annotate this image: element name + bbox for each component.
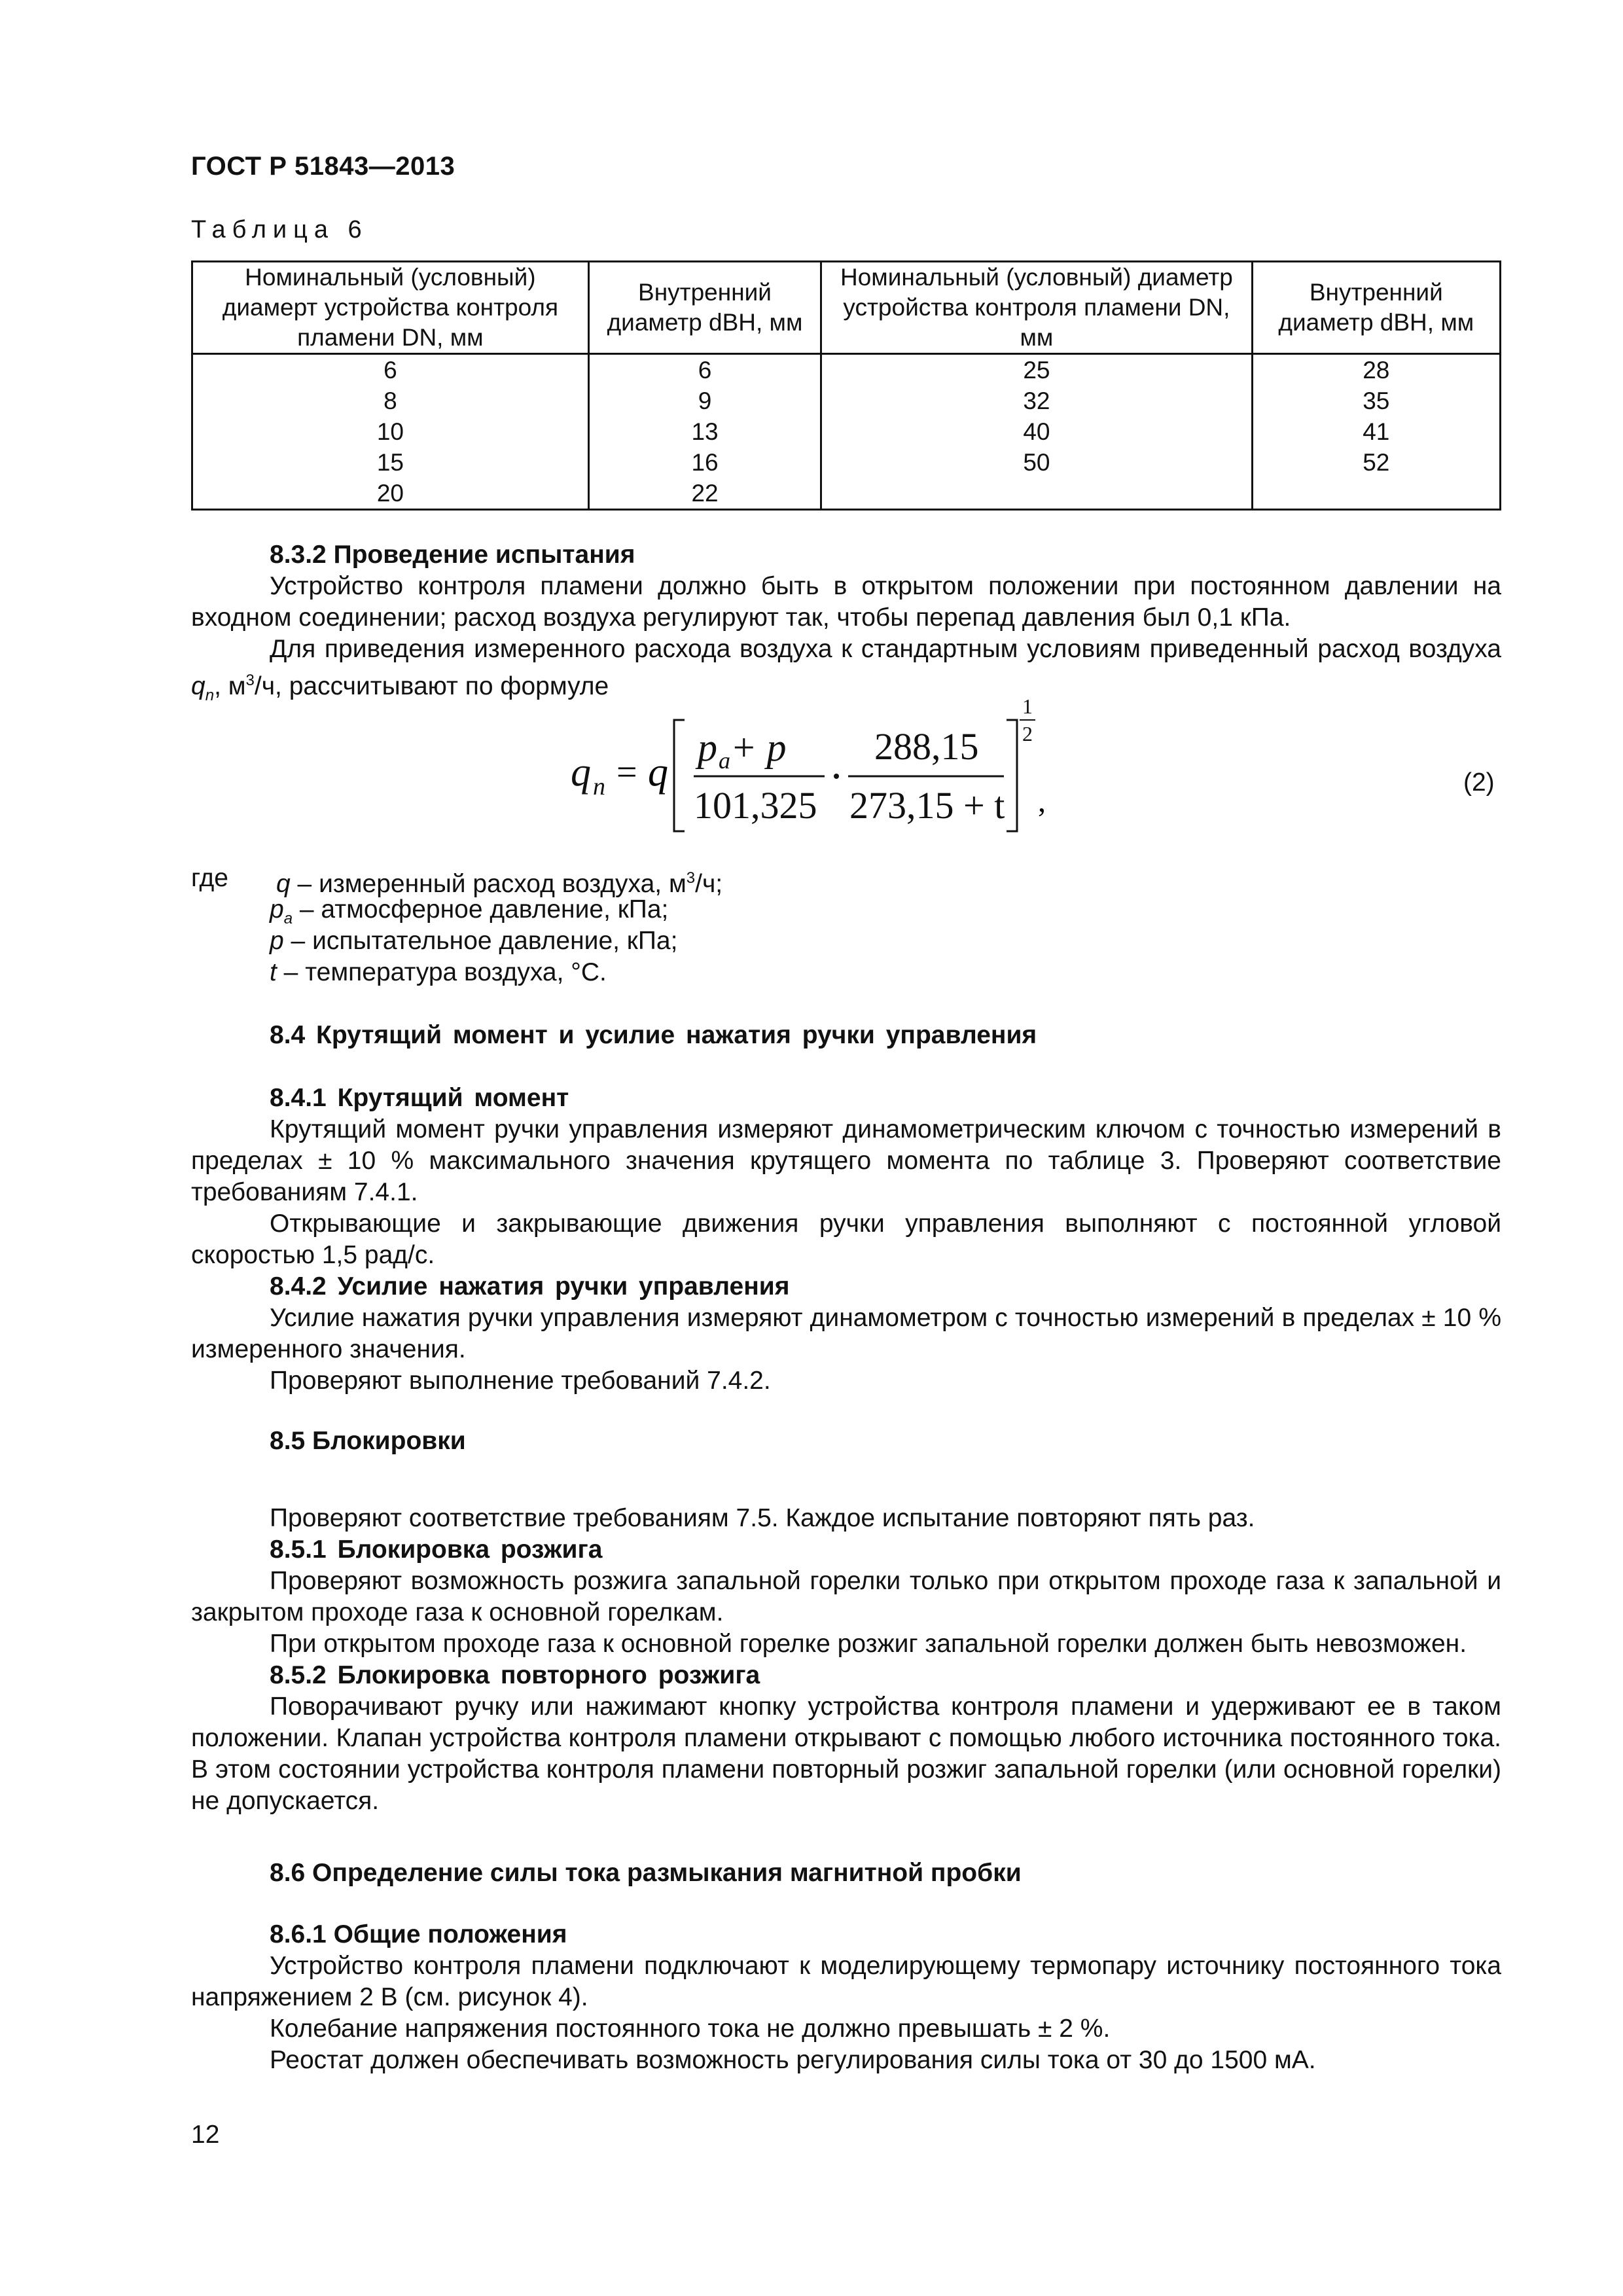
section-heading: 8.5 Блокировки: [270, 1427, 466, 1455]
definition-row: [191, 925, 1238, 957]
table-cell: 10: [192, 416, 589, 447]
paragraph: Устройство контроля пламени должно быть в открытом положении при постоянном давлении на входном соединении; расход воздуха регулируют так, чтобы перепад давления был 0,1 кПа.: [191, 572, 1501, 632]
page-number: 12: [191, 2121, 220, 2149]
fraction2-denominator: 273,15 + t: [849, 784, 1005, 827]
table-header-cell: Внутренний диаметр dВН, мм: [588, 262, 821, 354]
definition-row: [191, 894, 1238, 925]
definition-row: [191, 863, 1238, 898]
formula-2: [569, 694, 1067, 844]
formula-number: (2): [1463, 768, 1495, 797]
table-cell: 16: [588, 447, 821, 478]
superscript: 3: [245, 672, 255, 689]
section-8-4: [191, 1020, 1501, 1397]
subsection-heading: 8.5.1 Блокировка розжига: [270, 1535, 603, 1564]
subsection-heading: 8.4.2 Усилие нажатия ручки управления: [270, 1272, 790, 1300]
table-cell: 22: [588, 478, 821, 510]
exponent-numerator: 1: [1022, 694, 1033, 718]
section-8-5: [191, 1426, 1501, 1817]
paragraph-text: /ч, рассчитывают по формуле: [254, 672, 609, 700]
paragraph: Проверяют соответствие требованиям 7.5. Каждое испытание повторяют пять раз.: [270, 1504, 1255, 1532]
table-cell: 32: [821, 386, 1252, 416]
paragraph: Реостат должен обеспечивать возможность регулирования силы тока от 30 до 1500 мА.: [270, 2046, 1316, 2074]
table-cell: 52: [1252, 447, 1500, 478]
table-header-cell: Номинальный (условный) диаметр устройства контроля пламени DN, мм: [821, 262, 1252, 354]
left-bracket: [674, 720, 685, 831]
paragraph: При открытом проходе газа к основной горелке розжиг запальной горелки должен быть невозможен.: [270, 1630, 1467, 1658]
definition-text: [270, 925, 677, 957]
formula-q: q: [648, 750, 668, 795]
table-cell: [1252, 478, 1500, 510]
table-cell: 15: [192, 447, 589, 478]
right-bracket: [1007, 720, 1017, 831]
subscript: n: [205, 686, 215, 704]
table-cell: 20: [192, 478, 589, 510]
variable: q: [191, 672, 205, 700]
table-cell: 40: [821, 416, 1252, 447]
paragraph-text: , м: [214, 672, 246, 700]
definition-symbol: p: [270, 927, 284, 955]
diameter-table: [191, 260, 1501, 511]
table-row: [192, 354, 1501, 386]
table-cell: 6: [588, 354, 821, 386]
definition-description: – температура воздуха, °С.: [276, 958, 607, 986]
definition-symbol: q: [276, 870, 291, 898]
table-cell: 35: [1252, 386, 1500, 416]
table-cell: 50: [821, 447, 1252, 478]
paragraph: Проверяют выполнение требований 7.4.2.: [270, 1367, 771, 1395]
definition-description: – атмосферное давление, кПа;: [293, 895, 669, 924]
paragraph: Колебание напряжения постоянного тока не должно превышать ± 2 %.: [270, 2015, 1111, 2043]
subscript: a: [283, 909, 293, 927]
formula-lhs-sub: n: [593, 773, 605, 800]
paragraph: Усилие нажатия ручки управления измеряют динамометром с точностью измерений в пределах ± 10 % измеренного значения.: [191, 1304, 1501, 1363]
table-cell: [821, 478, 1252, 510]
definition-description: – испытательное давление, кПа;: [283, 927, 678, 955]
table-header-cell: Внутренний диаметр dВН, мм: [1252, 262, 1500, 354]
section-heading: 8.3.2 Проведение испытания: [270, 541, 635, 569]
definition-symbol: p: [270, 895, 284, 924]
formula-definitions: [191, 863, 1238, 988]
table-cell: 8: [192, 386, 589, 416]
formula-comma: ,: [1038, 784, 1046, 819]
paragraph-text: Для приведения измеренного расхода воздуха к стандартным условиям приведенный расход воздуха: [270, 635, 1501, 663]
paragraph: Крутящий момент ручки управления измеряют динамометрическим ключом с точностью измерений в пределах ± 10 % максимального значения крутящего момента по таблице 3. Проверяют соответствие требованиям 7.4.1.: [191, 1115, 1501, 1206]
subsection-heading: 8.4.1 Крутящий момент: [270, 1084, 569, 1112]
section-8-6: [191, 1857, 1501, 2076]
exponent-denominator: 2: [1022, 722, 1033, 745]
where-label: где: [191, 864, 228, 892]
table-cell: 6: [192, 354, 589, 386]
table-header-cell: Номинальный (условный) диамерт устройства контроля пламени DN, мм: [192, 262, 589, 354]
fraction1-numerator-p: p: [698, 726, 717, 769]
definition-text: [270, 957, 607, 988]
section-8-3-2: [191, 539, 1501, 711]
paragraph: Открывающие и закрывающие движения ручки управления выполняют с постоянной угловой скоростью 1,5 рад/с.: [191, 1210, 1501, 1269]
subsection-heading: 8.5.2 Блокировка повторного розжига: [270, 1661, 760, 1689]
definition-row: [191, 957, 1238, 988]
table-row: [192, 447, 1501, 478]
multiplication-dot: [834, 774, 839, 779]
section-heading: 8.6 Определение силы тока размыкания магнитной пробки: [270, 1859, 1022, 1887]
document-header: ГОСТ Р 51843—2013: [191, 152, 455, 181]
superscript: 3: [686, 869, 696, 887]
subsection-heading: 8.6.1 Общие положения: [270, 1920, 567, 1948]
table-caption: Таблица 6: [191, 216, 368, 243]
definition-description: – измеренный расход воздуха, м: [290, 870, 687, 898]
formula-lhs: q: [571, 750, 591, 795]
fraction1-denominator: 101,325: [694, 784, 817, 827]
definition-symbol: t: [270, 958, 277, 986]
fraction1-numerator-sub: a: [719, 747, 730, 774]
fraction2-numerator: 288,15: [874, 725, 979, 768]
table-cell: 41: [1252, 416, 1500, 447]
definition-tail: /ч;: [695, 870, 723, 898]
section-heading: 8.4 Крутящий момент и усилие нажатия ручки управления: [270, 1021, 1037, 1049]
paragraph: Устройство контроля пламени подключают к моделирующему термопару источнику постоянного тока напряжением 2 В (см. рисунок 4).: [191, 1952, 1501, 2011]
table-cell: 25: [821, 354, 1252, 386]
table-cell: 13: [588, 416, 821, 447]
formula-equals: =: [616, 752, 637, 793]
table-cell: 28: [1252, 354, 1500, 386]
fraction1-numerator-rest: + p: [730, 726, 787, 769]
table-row: [192, 386, 1501, 416]
paragraph: Поворачивают ручку или нажимают кнопку устройства контроля пламени и удерживают ее в таком положении. Клапан устройства контроля пламени открывают с помощью любого источника постоянного тока. В этом состоянии устройства контроля пламени повторный розжиг запальной горелки (или основной горелки) не допускается.: [191, 1693, 1501, 1815]
paragraph: Проверяют возможность розжига запальной горелки только при открытом проходе газа к запальной и закрытом проходе газа к основной горелкам.: [191, 1567, 1501, 1626]
table-row: [192, 416, 1501, 447]
table-cell: 9: [588, 386, 821, 416]
table-row: [192, 478, 1501, 510]
